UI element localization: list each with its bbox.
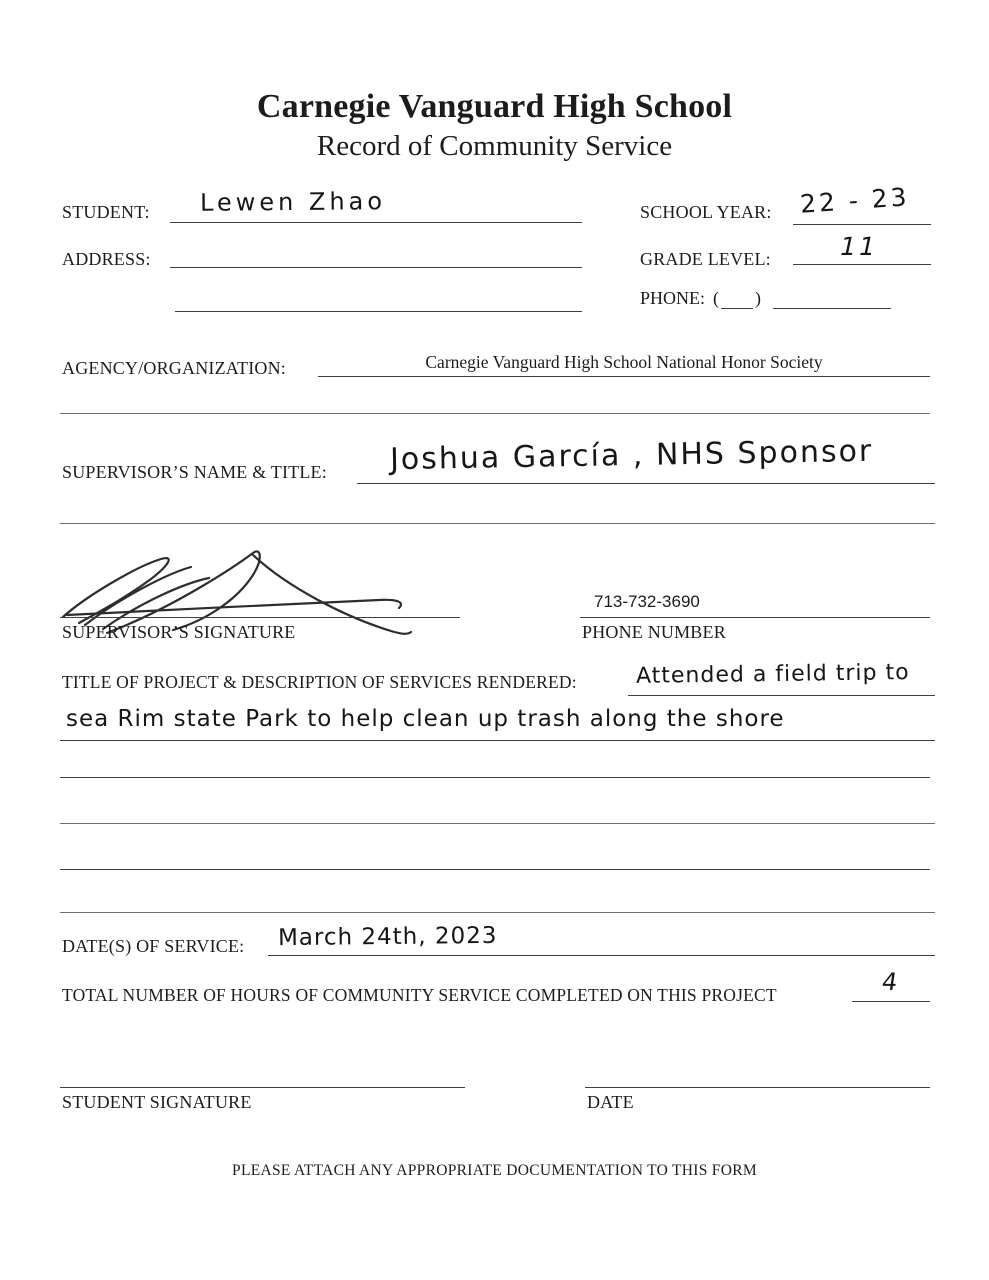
- blank-line-1: [60, 740, 930, 778]
- phone-number-line: [773, 289, 891, 309]
- supervisor-signature-line: [60, 590, 460, 618]
- grade-level-value: 11: [836, 232, 881, 261]
- phone-close-paren: ): [755, 288, 762, 308]
- total-hours-value: 4: [880, 968, 900, 996]
- student-value: Lewen Zhao: [199, 187, 387, 217]
- agency-value: Carnegie Vanguard High School National Honor Society: [425, 352, 823, 372]
- supervisor-phone-line: [580, 590, 930, 618]
- phone-field: [640, 288, 891, 309]
- date-line: [585, 1060, 930, 1088]
- supervisor-phone-label: PHONE NUMBER: [582, 622, 726, 642]
- supervisor-phone-value: 713-732-3690: [594, 592, 700, 611]
- student-signature-label: STUDENT SIGNATURE: [62, 1092, 252, 1112]
- project-label: TITLE OF PROJECT & DESCRIPTION OF SERVICES RENDERED:: [62, 672, 577, 692]
- dates-of-service-label: DATE(S) OF SERVICE:: [62, 936, 245, 956]
- separator-line: [60, 490, 935, 524]
- form-subtitle: Record of Community Service: [316, 130, 673, 162]
- project-value-line2: sea Rim state Park to help clean up trash along the shore: [66, 706, 785, 732]
- address-label: ADDRESS:: [62, 249, 151, 269]
- school-year-label: SCHOOL YEAR:: [640, 202, 772, 222]
- address-line2: [175, 282, 582, 312]
- blank-line-3: [60, 832, 930, 870]
- supervisor-name-value: Joshua García , NHS Sponsor: [389, 433, 874, 478]
- blank-line-2: [60, 786, 935, 824]
- footer-note: PLEASE ATTACH ANY APPROPRIATE DOCUMENTATION TO THIS FORM: [232, 1162, 757, 1179]
- supervisor-signature-label: SUPERVISOR’S SIGNATURE: [62, 622, 296, 642]
- date-label: DATE: [587, 1092, 634, 1112]
- agency-line2: [60, 380, 930, 414]
- grade-level-label: GRADE LEVEL:: [640, 249, 771, 269]
- phone-open-paren: (: [713, 288, 720, 308]
- agency-label: AGENCY/ORGANIZATION:: [62, 358, 286, 378]
- school-year-value: 22 - 23: [799, 182, 911, 219]
- phone-label: PHONE:: [640, 288, 706, 308]
- project-value-line1: Attended a field trip to: [635, 660, 910, 689]
- total-hours-label: TOTAL NUMBER OF HOURS OF COMMUNITY SERVICE COMPLETED ON THIS PROJECT: [62, 985, 777, 1005]
- phone-area-code-line: [721, 289, 753, 309]
- student-signature-line: [60, 1060, 465, 1088]
- student-label: STUDENT:: [62, 202, 150, 222]
- blank-line-4: [60, 875, 935, 913]
- form-title: Carnegie Vanguard High School: [256, 88, 733, 125]
- supervisor-name-label: SUPERVISOR’S NAME & TITLE:: [62, 462, 327, 482]
- dates-of-service-value: March 24th, 2023: [277, 922, 498, 952]
- address-line: [170, 238, 582, 268]
